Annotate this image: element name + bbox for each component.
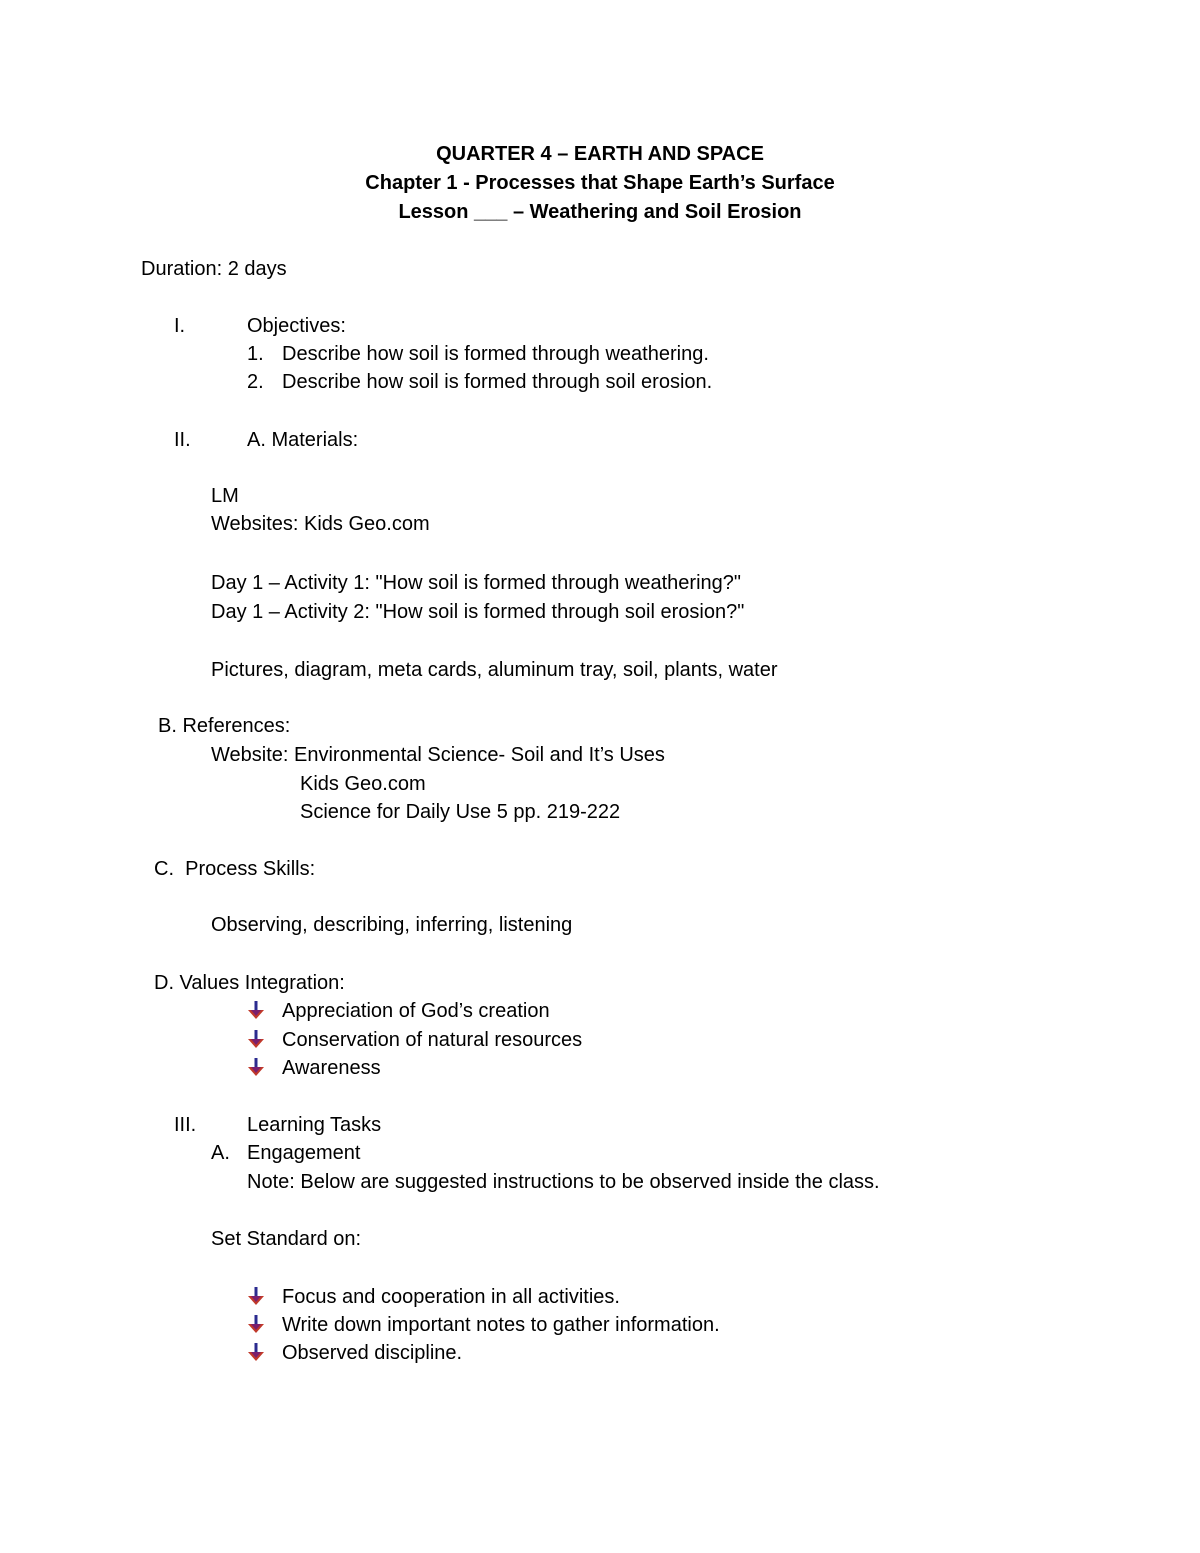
down-arrow-bullet-icon	[248, 1030, 264, 1050]
process-skills-text: Observing, describing, inferring, listening	[211, 914, 573, 936]
chapter-title: Chapter 1 - Processes that Shape Earth’s Surface	[365, 172, 835, 194]
standard-item: Observed discipline.	[282, 1342, 463, 1364]
reference-line: Science for Daily Use 5 pp. 219-222	[300, 801, 621, 823]
standard-item: Write down important notes to gather information.	[282, 1314, 720, 1336]
values-item: Awareness	[282, 1057, 381, 1079]
set-standard-label: Set Standard on:	[211, 1228, 362, 1250]
engagement-note: Note: Below are suggested instructions to be observed inside the class.	[247, 1171, 880, 1193]
section-numeral-i: I.	[174, 315, 186, 337]
objectives-label: Objectives:	[247, 315, 346, 337]
down-arrow-bullet-icon	[248, 1343, 264, 1363]
down-arrow-bullet-icon	[248, 1315, 264, 1335]
reference-line: Kids Geo.com	[300, 773, 426, 795]
down-arrow-bullet-icon	[248, 1287, 264, 1307]
section-numeral-ii: II.	[174, 429, 191, 451]
values-item: Conservation of natural resources	[282, 1029, 583, 1051]
materials-line: LM	[211, 485, 239, 507]
down-arrow-bullet-icon	[248, 1058, 264, 1078]
objective-text: Describe how soil is formed through soil erosion.	[282, 371, 713, 393]
materials-label: A. Materials:	[247, 429, 359, 451]
materials-line: Day 1 – Activity 1: "How soil is formed through weathering?"	[211, 572, 741, 594]
process-skills-label: C. Process Skills:	[154, 858, 316, 880]
duration: Duration: 2 days	[141, 258, 287, 280]
values-item: Appreciation of God’s creation	[282, 1000, 550, 1022]
down-arrow-bullet-icon	[248, 1001, 264, 1021]
values-label: D. Values Integration:	[154, 972, 345, 994]
materials-line: Day 1 – Activity 2: "How soil is formed through soil erosion?"	[211, 601, 745, 623]
engagement-label: Engagement	[247, 1142, 361, 1164]
quarter-title: QUARTER 4 – EARTH AND SPACE	[436, 143, 764, 165]
objective-number: 1.	[247, 343, 264, 365]
materials-line: Websites: Kids Geo.com	[211, 513, 430, 535]
references-label: B. References:	[158, 715, 291, 737]
objective-number: 2.	[247, 371, 264, 393]
engagement-letter: A.	[211, 1142, 230, 1164]
section-numeral-iii: III.	[174, 1114, 197, 1136]
objective-text: Describe how soil is formed through weathering.	[282, 343, 709, 365]
learning-tasks-label: Learning Tasks	[247, 1114, 382, 1136]
standard-item: Focus and cooperation in all activities.	[282, 1286, 620, 1308]
reference-line: Website: Environmental Science- Soil and It’s Uses	[211, 744, 665, 766]
materials-line: Pictures, diagram, meta cards, aluminum tray, soil, plants, water	[211, 659, 778, 681]
lesson-title: Lesson ___ – Weathering and Soil Erosion	[398, 201, 802, 223]
